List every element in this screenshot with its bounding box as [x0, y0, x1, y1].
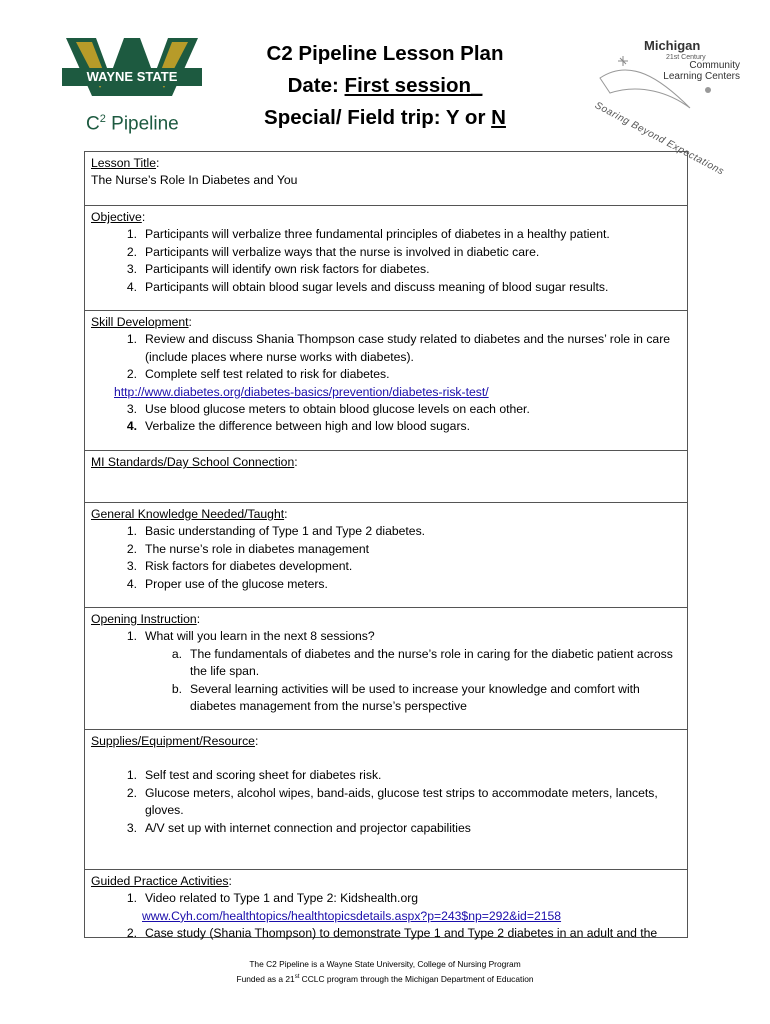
- mi-standards-section: MI Standards/Day School Connection:: [85, 450, 687, 502]
- list-item: 4. Participants will obtain blood sugar levels and discuss meaning of blood sugar results.: [126, 279, 609, 294]
- lesson-title-section: Lesson Title: The Nurse’s Role In Diabetes and You: [85, 152, 687, 205]
- page-title: C2 Pipeline Lesson Plan: [266, 42, 504, 65]
- objective-section: Objective: 1. Participants will verbalize three fundamental principles of diabetes in a healthy patient. 2. Participants will verbalize ways that the nurse is involved in diabetic care. 3. Participants will identify own risk factors for diabetes. 4. Participants will obtain blood sugar levels and discuss meaning of blood sugar results.: [85, 205, 687, 310]
- page-footer: [0, 958, 770, 986]
- michigan-logo-line2: 21st Century: [666, 54, 706, 61]
- opening-instruction-section: Opening Instruction: 1. What will you learn in the next 8 sessions? a. The fundamentals of diabetes and the nurse’s role in caring for the diabetic patient across the life span. b. Several learning activities will be used to increase your knowledge and comfort with diabetes management from the nurse’s perspective: [85, 607, 687, 729]
- field-trip-line: Special/ Field trip: Y or N: [264, 106, 506, 129]
- list-item: 2. Case study (Shania Thompson) to demonstrate Type 1 and Type 2 diabetes in an adult and the: [126, 926, 658, 941]
- supplies-section: Supplies/Equipment/Resource: 1. Self test and scoring sheet for diabetes risk. 2. Glucose meters, alcohol wipes, band-aids, glucose test strips to accommodate meters, lancets, gloves. 3. A/V set up with internet connection and projector capabilities: [85, 729, 687, 869]
- list-item: 1. What will you learn in the next 8 sessions?: [126, 629, 375, 644]
- michigan-cclc-logo: [590, 38, 740, 178]
- list-item: 3. A/V set up with internet connection and projector capabilities: [126, 820, 471, 835]
- program-name: $C^2$ Pipeline: [86, 113, 179, 135]
- list-item: 3. Participants will identify own risk factors for diabetes.: [126, 262, 430, 277]
- bird-swoosh-icon: [590, 38, 740, 148]
- document-titles: [230, 38, 540, 134]
- list-item: 2. The nurse’s role in diabetes management: [126, 541, 370, 556]
- lesson-plan-table: [84, 151, 688, 941]
- list-item: b. Several learning activities will be used to increase your knowledge and comfort with diabetes management from the nurse’s perspective: [171, 681, 640, 714]
- michigan-logo-lines: Community Learning Centers: [663, 60, 740, 82]
- list-item: 2. Complete self test related to risk for diabetes.: [126, 367, 390, 382]
- footer-line1: The C2 Pipeline is a Wayne State University, College of Nursing Program: [249, 959, 521, 969]
- cyh-health-topics-link[interactable]: www.Cyh.com/healthtopics/healthtopicsdetails.aspx?p=243$np=292&id=2158: [142, 908, 562, 923]
- michigan-logo-line1: Michigan: [644, 38, 701, 53]
- list-item: 1. Self test and scoring sheet for diabetes risk.: [126, 768, 382, 783]
- footer-line2: Funded as a 21st CCLC program through the Michigan Department of Education: [236, 973, 534, 984]
- list-item: 3. Risk factors for diabetes development.: [126, 559, 353, 574]
- list-item: 1. Video related to Type 1 and Type 2: Kidshealth.org: [126, 891, 419, 906]
- michigan-logo-tagline: Soaring Beyond Expectations: [592, 100, 726, 178]
- diabetes-risk-test-link[interactable]: http://www.diabetes.org/diabetes-basics/prevention/diabetes-risk-test/: [114, 384, 489, 399]
- wayne-state-logo-text: WAYNE STATE: [86, 69, 178, 84]
- wayne-state-logo: [62, 38, 202, 138]
- list-item: 2. Participants will verbalize ways that the nurse is involved in diabetic care.: [126, 244, 540, 259]
- list-item: 4. Verbalize the difference between high and low blood sugars.: [126, 419, 470, 434]
- lesson-title-text: The Nurse’s Role In Diabetes and You: [91, 173, 298, 188]
- skill-development-section: Skill Development: 1. Review and discuss Shania Thompson case study related to diabetes and the nurses’ role in care (include places where nurse works with diabetes). 2. Complete self test related to risk for diabetes. http://www.diabetes.org/diabetes-basics/prevention/diabetes-risk-test/ 3. Use blood glucose meters to obtain blood glucose levels on each other. 4. Verbalize the difference between high and low blood sugars.: [85, 310, 687, 450]
- general-knowledge-section: General Knowledge Needed/Taught: 1. Basic understanding of Type 1 and Type 2 diabetes. 2. The nurse’s role in diabetes management 3. Risk factors for diabetes development. 4. Proper use of the glucose meters.: [85, 502, 687, 607]
- list-item: 2. Glucose meters, alcohol wipes, band-aids, glucose test strips to accommodate meters, lancets, gloves.: [126, 785, 658, 818]
- list-item: a. The fundamentals of diabetes and the nurse’s role in caring for the diabetic patient across the life span.: [171, 646, 673, 679]
- list-item: 4. Proper use of the glucose meters.: [126, 576, 328, 591]
- guided-practice-section: Guided Practice Activities: 1. Video related to Type 1 and Type 2: Kidshealth.org www.Cyh.com/healthtopics/healthtopicsdetails.aspx?p=243$np=292&id=2158 2. Case study (Shania Thompson) to demonstrate Type 1 and Type 2 diabetes in an adult and the: [85, 869, 687, 937]
- list-item: 1. Basic understanding of Type 1 and Type 2 diabetes.: [126, 524, 426, 539]
- date-line: Date: First session_: [287, 74, 483, 97]
- list-item: 1. Participants will verbalize three fundamental principles of diabetes in a healthy patient.: [126, 227, 610, 242]
- list-item: 3. Use blood glucose meters to obtain blood glucose levels on each other.: [126, 402, 530, 417]
- list-item: 1. Review and discuss Shania Thompson case study related to diabetes and the nurses’ role in care (include places where nurse works with diabetes).: [126, 332, 671, 364]
